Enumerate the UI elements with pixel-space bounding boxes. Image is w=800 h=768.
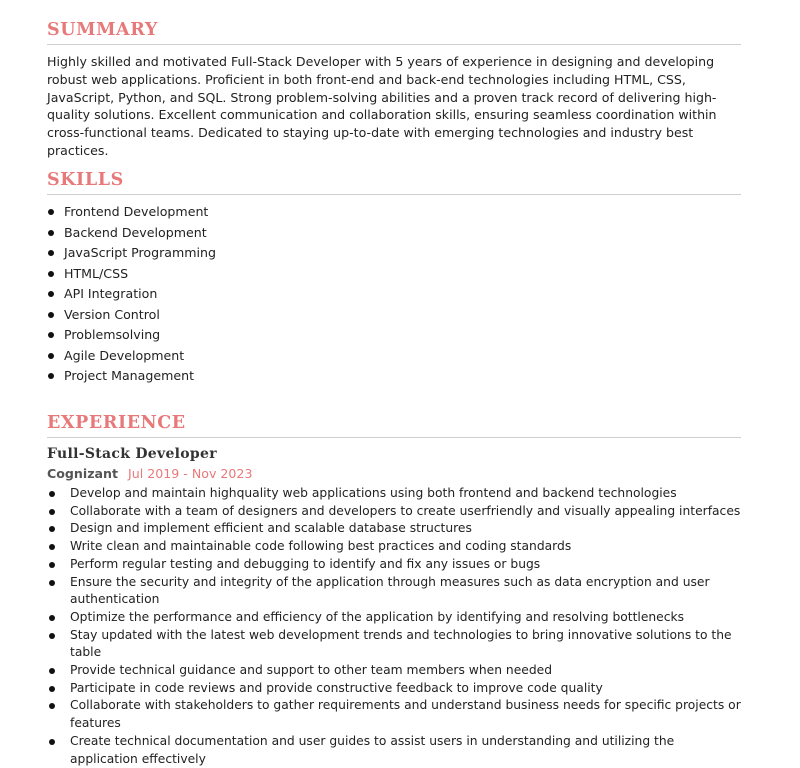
skill-item [47, 264, 216, 285]
bullet-icon [49, 580, 55, 586]
skills-divider [47, 194, 741, 195]
experience-heading: EXPERIENCE [47, 413, 186, 433]
bullet-icon [48, 373, 54, 379]
bullet-icon [49, 509, 55, 515]
bullet-icon [49, 686, 55, 692]
duty-item [70, 733, 741, 768]
skill-item [47, 325, 216, 346]
skill-label: Problemsolving [64, 327, 161, 342]
bullet-icon [48, 312, 54, 318]
bullet-icon [49, 633, 55, 639]
bullet-icon [49, 668, 55, 674]
duty-item [70, 503, 741, 521]
summary-heading: SUMMARY [47, 20, 158, 40]
bullet-icon [48, 353, 54, 359]
skill-label: JavaScript Programming [64, 245, 217, 260]
skill-item [47, 223, 216, 244]
skill-item [47, 305, 216, 326]
skill-label: Backend Development [64, 224, 207, 240]
duty-item [70, 520, 741, 538]
summary-text: Highly skilled and motivated Full-Stack Developer with 5 years of experience in designing and developing robust web applications. Proficient in both front-end and back-end technologies including HTML, CSS, JavaScript, Python, and SQL. Strong problem-solving abilities and a proven track record of delivering high-quality solutions. Excellent communication and collaboration skills, ensuring seamless coordination within cross-functional teams. Dedicated to staying up-to-date with emerging technologies and industry best practices. [47, 54, 717, 158]
bullet-icon [49, 562, 55, 568]
bullet-icon [48, 250, 54, 256]
duty-item [70, 697, 741, 732]
skill-item [47, 366, 216, 387]
skills-list [47, 202, 216, 387]
job-meta [47, 465, 252, 483]
duty-item [70, 680, 741, 698]
skill-item [47, 346, 216, 367]
duty-text: Optimize the performance and efficiency of the application by identifying and resolving bottlenecks [70, 609, 685, 624]
job-company: Cognizant [47, 466, 119, 481]
duty-text: Develop and maintain highquality web applications using both frontend and backend technologies [70, 486, 677, 500]
duty-item [70, 609, 741, 627]
skill-item [47, 202, 216, 223]
bullet-icon [48, 291, 54, 297]
bullet-icon [49, 526, 55, 532]
skills-heading: SKILLS [47, 170, 124, 190]
job-title: Full-Stack Developer [47, 446, 217, 462]
duty-item [70, 538, 741, 556]
bullet-icon [48, 332, 54, 338]
duty-text: Participate in code reviews and provide constructive feedback to improve code quality [70, 680, 603, 695]
duty-text: Create technical documentation and user guides to assist users in understanding and utilizing the application effectively [70, 733, 675, 766]
bullet-icon [49, 491, 55, 497]
duty-item [70, 662, 741, 680]
duty-text: Collaborate with a team of designers and developers to create userfriendly and visually appealing interfaces [70, 503, 741, 518]
skill-label: Version Control [64, 306, 160, 322]
bullet-icon [49, 615, 55, 621]
duty-item [70, 627, 741, 662]
summary-divider [47, 44, 741, 45]
skill-label: API Integration [64, 286, 158, 301]
bullet-icon [49, 544, 55, 550]
bullet-icon [49, 703, 55, 709]
skill-label: HTML/CSS [64, 265, 129, 281]
duty-text: Ensure the security and integrity of the application through measures such as data encryption and user authentication [70, 574, 710, 607]
duty-item [70, 556, 741, 574]
job-duties-list [70, 485, 741, 768]
duty-item [70, 485, 741, 503]
skill-label: Agile Development [64, 347, 185, 363]
duty-item [70, 574, 741, 609]
skill-label: Project Management [64, 368, 195, 383]
bullet-icon [48, 271, 54, 277]
skill-label: Frontend Development [64, 204, 209, 219]
duty-text: Stay updated with the latest web development trends and technologies to bring innovative solutions to the table [70, 627, 732, 660]
job-dates: Jul 2019 - Nov 2023 [128, 466, 253, 481]
skill-item [47, 284, 216, 305]
skill-item [47, 243, 216, 264]
duty-text: Design and implement efficient and scalable database structures [70, 521, 472, 536]
duty-text: Collaborate with stakeholders to gather requirements and understand business needs for specific projects or features [70, 698, 741, 731]
bullet-icon [48, 209, 54, 215]
duty-text: Provide technical guidance and support to other team members when needed [70, 663, 553, 678]
bullet-icon [49, 739, 55, 745]
duty-text: Write clean and maintainable code following best practices and coding standards [70, 539, 572, 554]
experience-divider [47, 437, 741, 438]
duty-text: Perform regular testing and debugging to identify and fix any issues or bugs [70, 556, 541, 571]
bullet-icon [48, 230, 54, 236]
